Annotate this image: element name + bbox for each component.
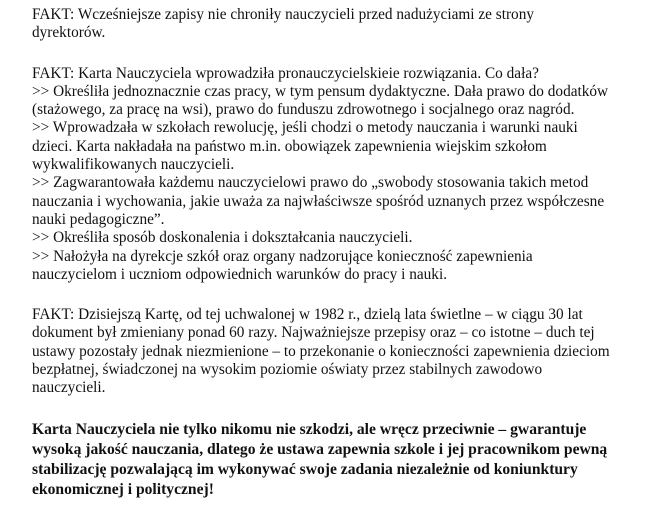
paragraph-fact-1 — [32, 6, 656, 43]
text-line: FAKT: Dzisiejszą Kartę, od tej uchwalonej w 1982 r., dzielą lata świetlne – w ciągu 30 lat — [32, 306, 583, 324]
text-line: Karta Nauczyciela nie tylko nikomu nie szkodzi, ale wręcz przeciwnie – gwarantuje — [32, 420, 587, 438]
text-line: FAKT: Karta Nauczyciela wprowadziła pronauczycielskieie rozwiązania. Co dała? — [32, 64, 539, 82]
text-line: FAKT: Wcześniejsze zapisy nie chroniły nauczycieli przed nadużyciami ze strony — [32, 6, 534, 23]
text-line: nauczycielom i uczniom odpowiednich warunków do pracy i nauki. — [32, 265, 448, 283]
text-line: ekonomicznej i politycznej! — [32, 480, 214, 498]
text-line: bezpłatnej, świadczonej na wysokim poziomie oświaty przez stabilnych zawodowo — [32, 361, 543, 379]
text-line: dzieci. Karta nakładała na państwo m.in. obowiązek zapewnienia wiejskim szkołom — [32, 137, 547, 155]
text-line: (stażowego, za pracę na wsi), prawo do funduszu zdrowotnego i socjalnego oraz nagród. — [32, 101, 575, 119]
text-line: wysoką jakość nauczania, dlatego że ustawa zapewnia szkole i jej pracownikom pewną — [32, 440, 608, 458]
text-line: dokument był zmieniany ponad 60 razy. Najważniejsze przepisy oraz – co istotne – duch tej — [32, 324, 595, 342]
text-line: >> Wprowadzała w szkołach rewolucję, jeśli chodzi o metody nauczania i warunki nauki — [32, 119, 578, 137]
text-line: >> Zagwarantowała każdemu nauczycielowi prawo do „swobody stosowania takich metod — [32, 174, 589, 192]
text-line: >> Określiła sposób doskonalenia i dokształcania nauczycieli. — [32, 229, 413, 247]
text-line: wykwalifikowanych nauczycieli. — [32, 156, 235, 174]
paragraph-fact-2 — [32, 65, 656, 285]
text-line: nauki pedagogiczne”. — [32, 210, 165, 228]
paragraph-conclusion — [32, 420, 656, 500]
text-line: nauczania i wychowania, jakie uważa za najwłaściwsze spośród uznanych przez współczesne — [32, 192, 605, 210]
text-line: stabilizację pozwalającą im wykonywać swoje zadania niezależnie od koniunktury — [32, 460, 578, 478]
document-page — [32, 6, 656, 522]
text-line: dyrektorów. — [32, 24, 106, 42]
text-line: nauczycieli. — [32, 379, 106, 397]
text-line: >> Nałożyła na dyrekcje szkół oraz organy nadzorujące konieczność zapewnienia — [32, 247, 533, 265]
paragraph-fact-3 — [32, 306, 656, 397]
text-line: >> Określiła jednoznacznie czas pracy, w tym pensum dydaktyczne. Dała prawo do dodatków — [32, 82, 609, 100]
text-line: ustawy pozostały jednak niezmienione – to przekonanie o konieczności zapewnienia dzieciom — [32, 342, 610, 360]
